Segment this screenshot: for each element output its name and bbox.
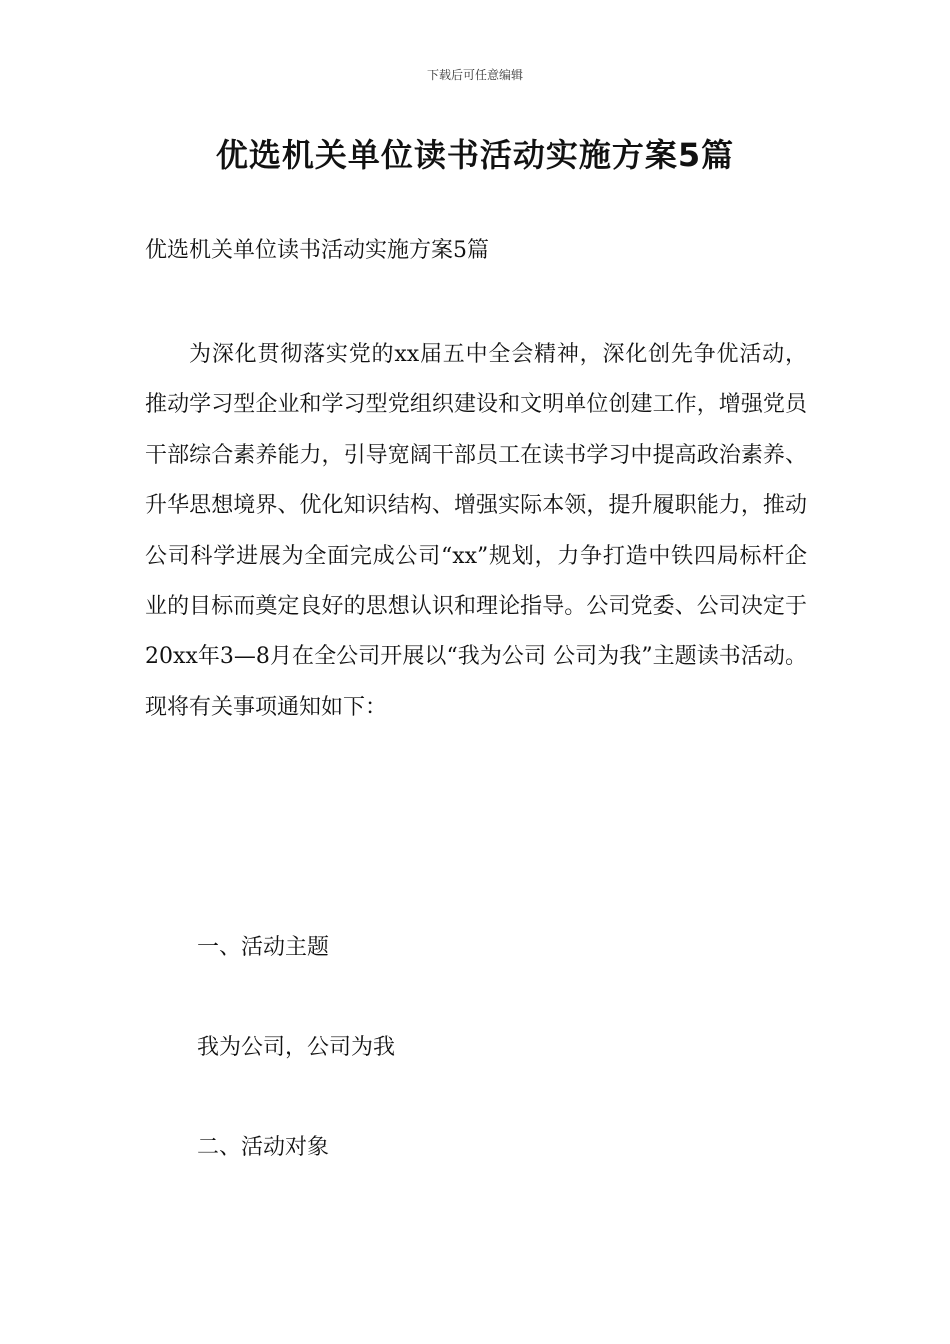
section-content-theme: 我为公司，公司为我 [197, 1035, 396, 1060]
document-subtitle: 优选机关单位读书活动实施方案5篇 [145, 238, 489, 263]
section-heading-theme: 一、活动主题 [197, 935, 330, 960]
document-title: 优选机关单位读书活动实施方案5篇 [215, 136, 735, 174]
intro-paragraph: 为深化贯彻落实党的xx届五中全会精神，深化创先争优活动，推动学习型企业和学习型党组织建设和文明单位创建工作，增强党员干部综合素养能力，引导宽阔干部员工在读书学习中提高政治素养、升华思想境界、优化知识结构、增强实际本领，提升履职能力，推动公司科学进展为全面完成公司“xx”规划，力争打造中铁四局标杆企业的目标而奠定良好的思想认识和理论指导。公司党委、公司决定于20xx年3—8月在全公司开展以“我为公司 公司为我”主题读书活动。现将有关事项通知如下： [145, 342, 807, 720]
section-heading-target: 二、活动对象 [197, 1135, 330, 1160]
header-note: 下载后可任意编辑 [426, 68, 523, 82]
